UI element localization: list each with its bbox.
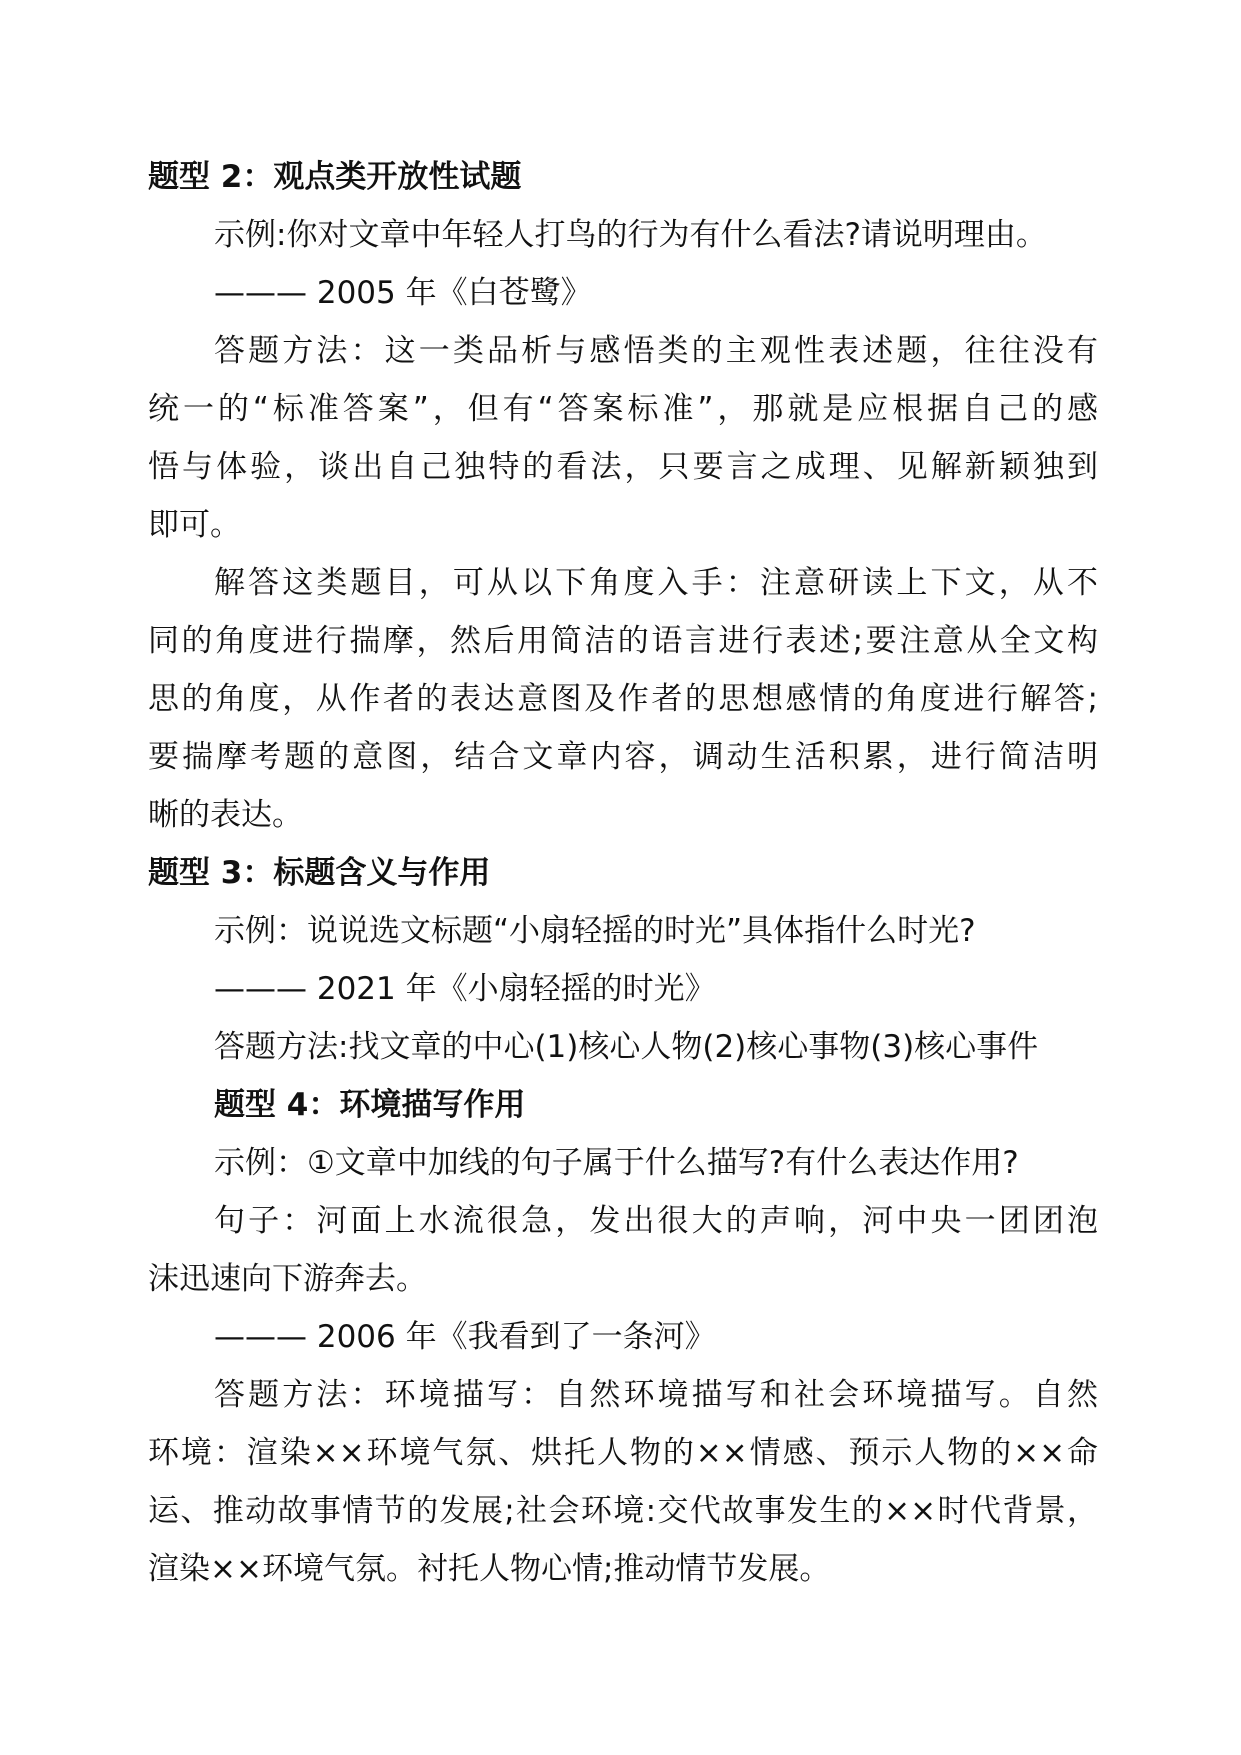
answer-paragraph-line: 同的角度进行揣摩，然后用简洁的语言进行表述;要注意从全文构 — [148, 623, 1098, 659]
method-paragraph-line: 渲染××环境气氛。衬托人物心情;推动情节发展。 — [148, 1551, 831, 1587]
section-heading-3: 题型 3：标题含义与作用 — [148, 855, 491, 891]
source-citation: ——— 2006 年《我看到了一条河》 — [214, 1319, 716, 1355]
method-paragraph-line: 悟与体验，谈出自己独特的看法，只要言之成理、见解新颖独到 — [148, 449, 1098, 485]
example-text: 示例：①文章中加线的句子属于什么描写?有什么表达作用? — [214, 1145, 1019, 1181]
method-paragraph-line: 统一的“标准答案”，但有“答案标准”，那就是应根据自己的感 — [148, 391, 1098, 427]
answer-paragraph-line: 解答这类题目，可从以下角度入手：注意研读上下文，从不 — [214, 565, 1098, 601]
method-paragraph-line: 答题方法：这一类品析与感悟类的主观性表述题，往往没有 — [214, 333, 1098, 369]
method-text: 答题方法:找文章的中心(1)核心人物(2)核心事物(3)核心事件 — [214, 1029, 1039, 1065]
answer-paragraph-line: 思的角度，从作者的表达意图及作者的思想感情的角度进行解答; — [148, 681, 1098, 717]
sentence-paragraph-line: 句子：河面上水流很急，发出很大的声响，河中央一团团泡 — [214, 1203, 1098, 1239]
source-citation: ——— 2021 年《小扇轻摇的时光》 — [214, 971, 716, 1007]
sentence-paragraph-line: 沫迅速向下游奔去。 — [148, 1261, 427, 1297]
method-paragraph-line: 答题方法：环境描写：自然环境描写和社会环境描写。自然 — [214, 1377, 1098, 1413]
method-paragraph-line: 环境：渲染××环境气氛、烘托人物的××情感、预示人物的××命 — [148, 1435, 1098, 1471]
source-citation: ——— 2005 年《白苍鹭》 — [214, 275, 592, 311]
example-text: 示例：说说选文标题“小扇轻摇的时光”具体指什么时光? — [214, 913, 976, 949]
method-paragraph-line: 运、推动故事情节的发展;社会环境:交代故事发生的××时代背景， — [148, 1493, 1098, 1529]
section-heading-4: 题型 4：环境描写作用 — [214, 1087, 526, 1123]
example-text: 示例:你对文章中年轻人打鸟的行为有什么看法?请说明理由。 — [214, 217, 1047, 253]
answer-paragraph-line: 要揣摩考题的意图，结合文章内容，调动生活积累，进行简洁明 — [148, 739, 1098, 775]
answer-paragraph-line: 晰的表达。 — [148, 797, 303, 833]
method-paragraph-line: 即可。 — [148, 507, 241, 543]
document-page — [148, 148, 1098, 1598]
section-heading-2: 题型 2：观点类开放性试题 — [148, 159, 522, 195]
